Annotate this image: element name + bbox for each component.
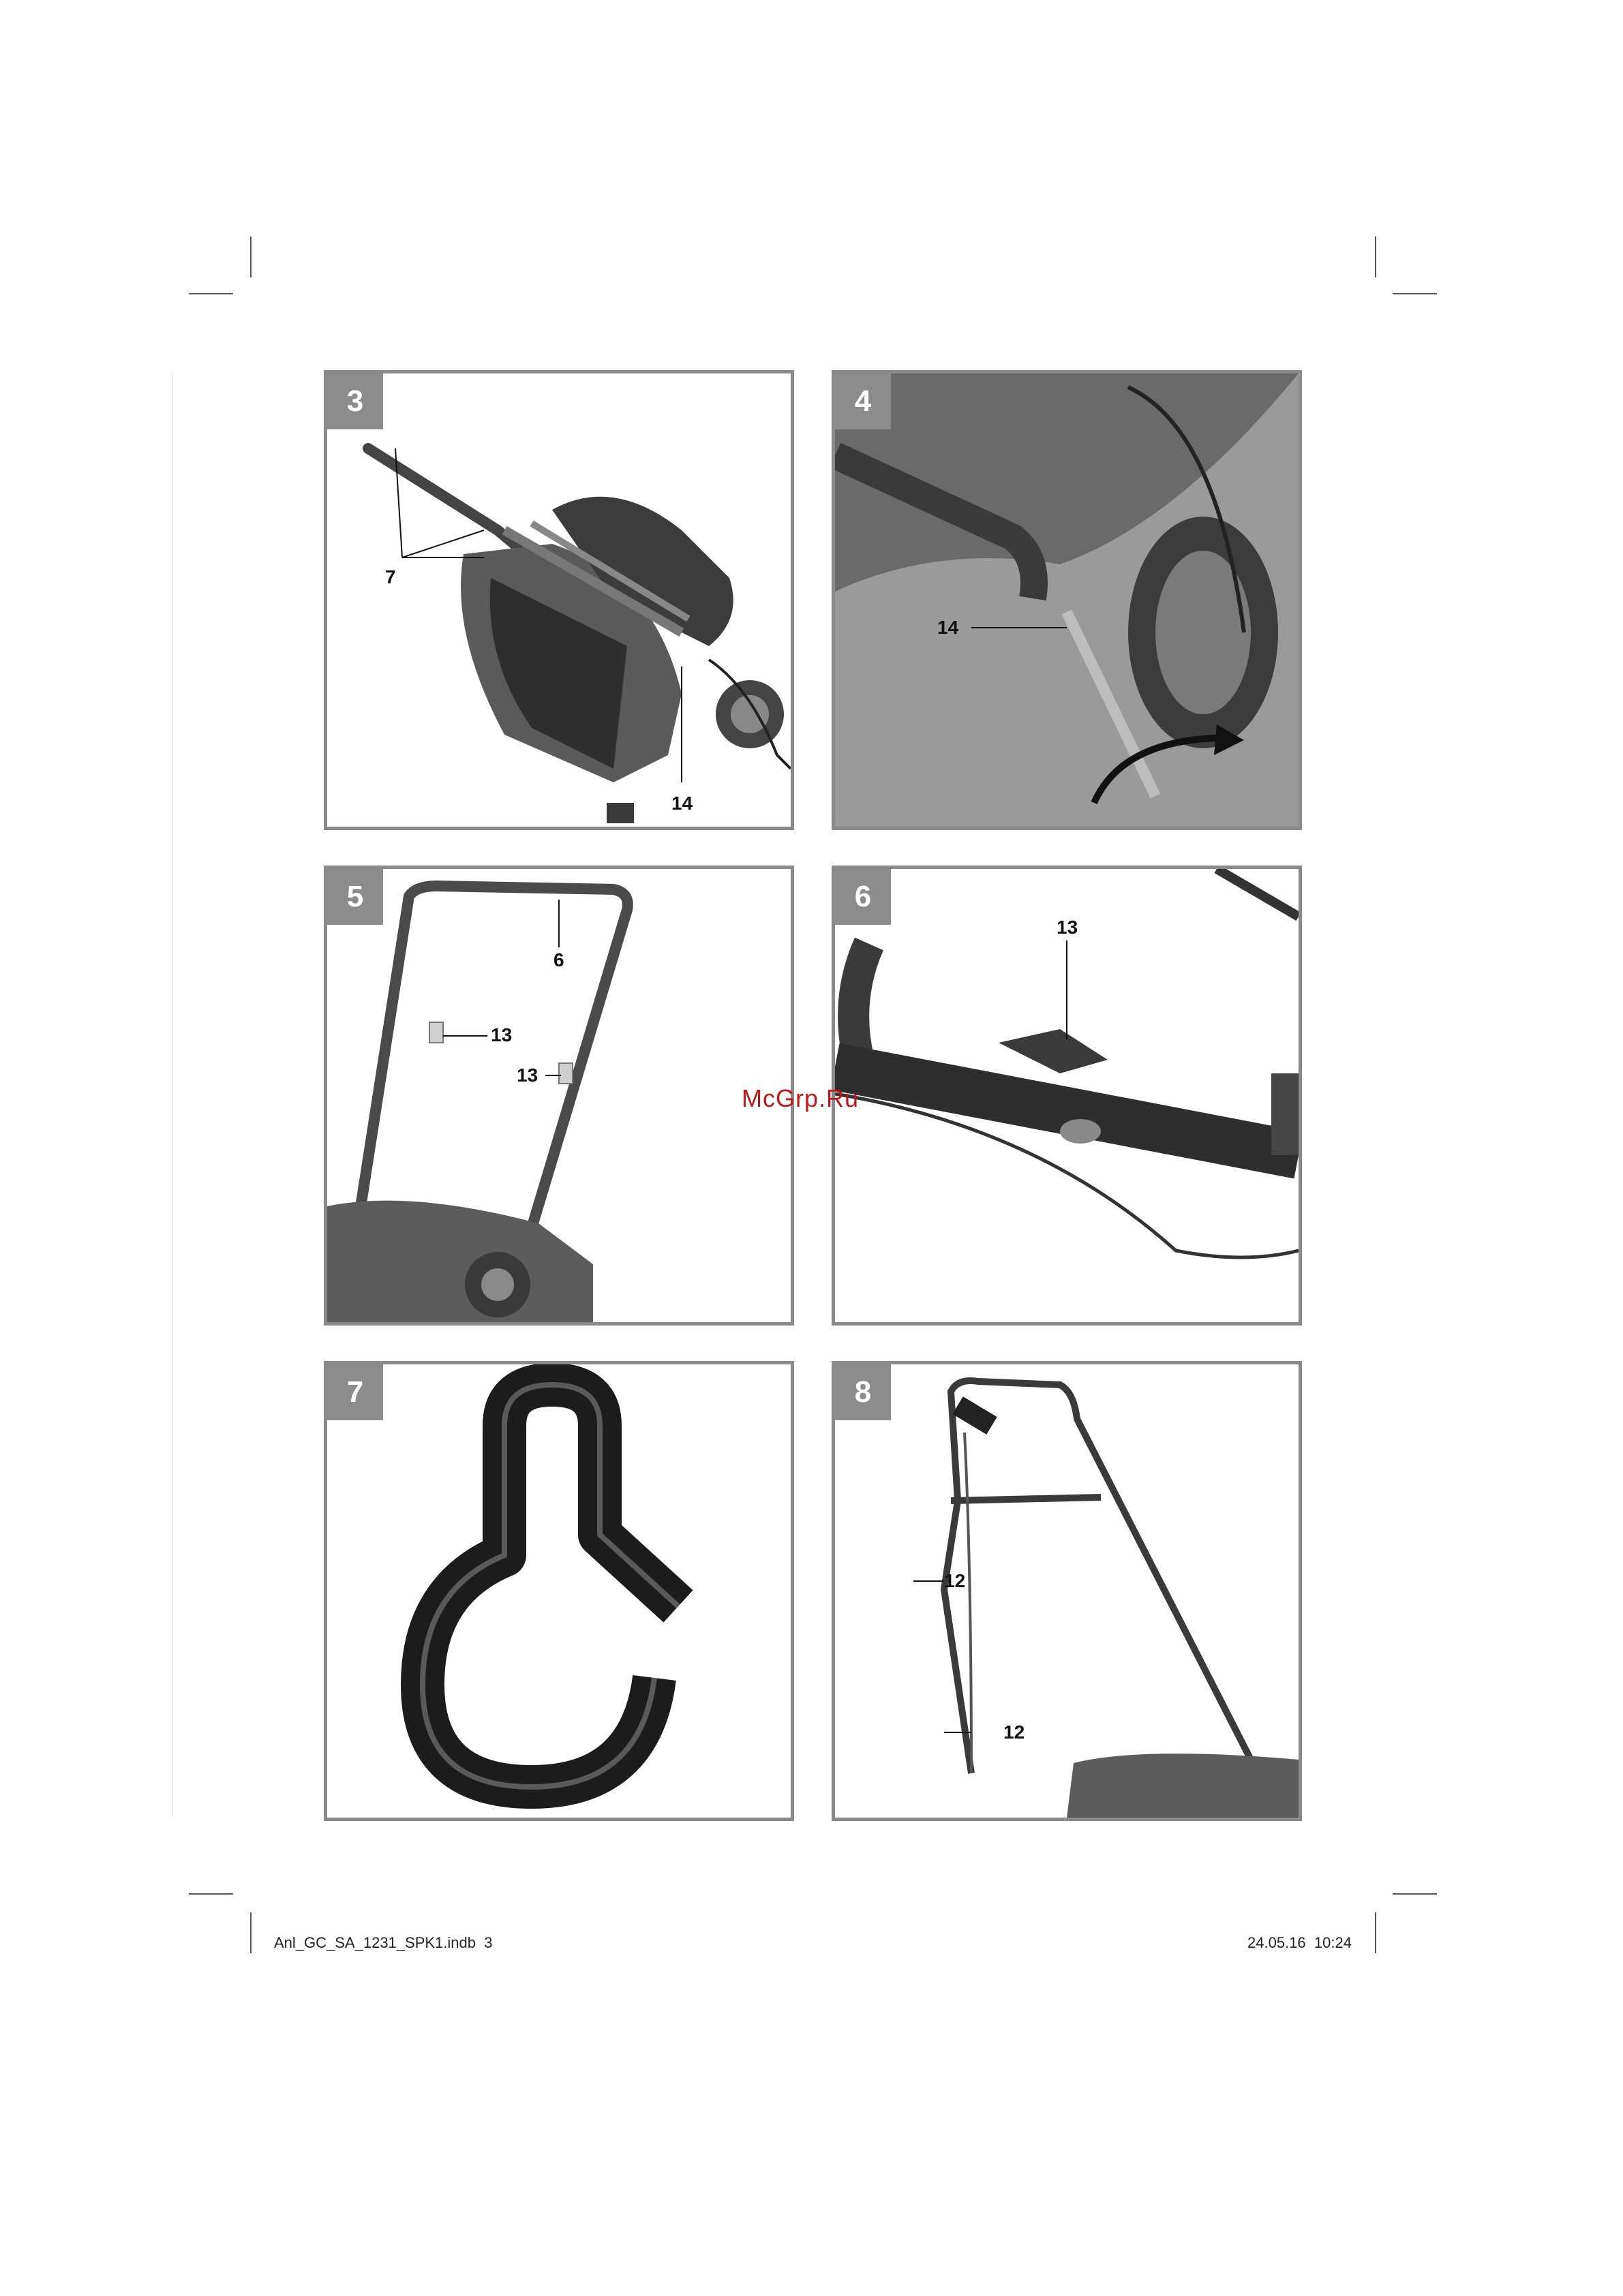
crop-mark: [250, 236, 252, 277]
figure-panel-7: [324, 1361, 794, 1821]
callout-label: 12: [1003, 1721, 1025, 1743]
crop-mark: [189, 293, 233, 294]
crop-mark: [1393, 293, 1437, 294]
crop-mark: [250, 1912, 252, 1953]
figure-panel-6: [832, 866, 1302, 1326]
callout-label: 12: [944, 1570, 966, 1591]
crop-mark: [1375, 236, 1376, 277]
callout-label: 14: [671, 793, 693, 814]
cable-clip-illustration: [327, 1364, 791, 1818]
callout-label: 13: [517, 1065, 539, 1086]
handle-assembly-illustration: [327, 869, 791, 1322]
scarifier-rear-illustration: [327, 373, 791, 827]
figure-panel-4: [832, 370, 1302, 830]
crop-mark: [1375, 1912, 1376, 1953]
figure-number: 7: [327, 1364, 383, 1420]
footer-date-value: 24.05.16: [1247, 1934, 1306, 1951]
figure-number: 3: [327, 373, 383, 429]
footer-date: [1247, 1934, 1352, 1952]
callout-label: 7: [385, 566, 396, 587]
figure-panel-5: [324, 866, 794, 1326]
figure-number: 5: [327, 869, 383, 925]
footer-page: 3: [484, 1934, 493, 1951]
footer-file-name: Anl_GC_SA_1231_SPK1.indb: [274, 1934, 476, 1951]
callout-label: 14: [937, 617, 959, 638]
figure-number: 6: [835, 869, 891, 925]
watermark: McGrp.Ru: [742, 1084, 860, 1112]
footer-time: 10:24: [1314, 1934, 1352, 1951]
footer-file: [274, 1934, 492, 1952]
figure-number: 8: [835, 1364, 891, 1420]
figure-panel-3: [324, 370, 794, 830]
crop-mark: [189, 1893, 233, 1895]
handle-screw-closeup-illustration: [835, 373, 1299, 827]
figure-number: 4: [835, 373, 891, 429]
callout-label: 13: [491, 1024, 513, 1045]
callout-label: 13: [1057, 917, 1078, 938]
callout-label: 6: [553, 949, 564, 970]
figure-panel-8: [832, 1361, 1302, 1821]
crop-mark: [1393, 1893, 1437, 1895]
cable-routing-illustration: [835, 1364, 1299, 1818]
